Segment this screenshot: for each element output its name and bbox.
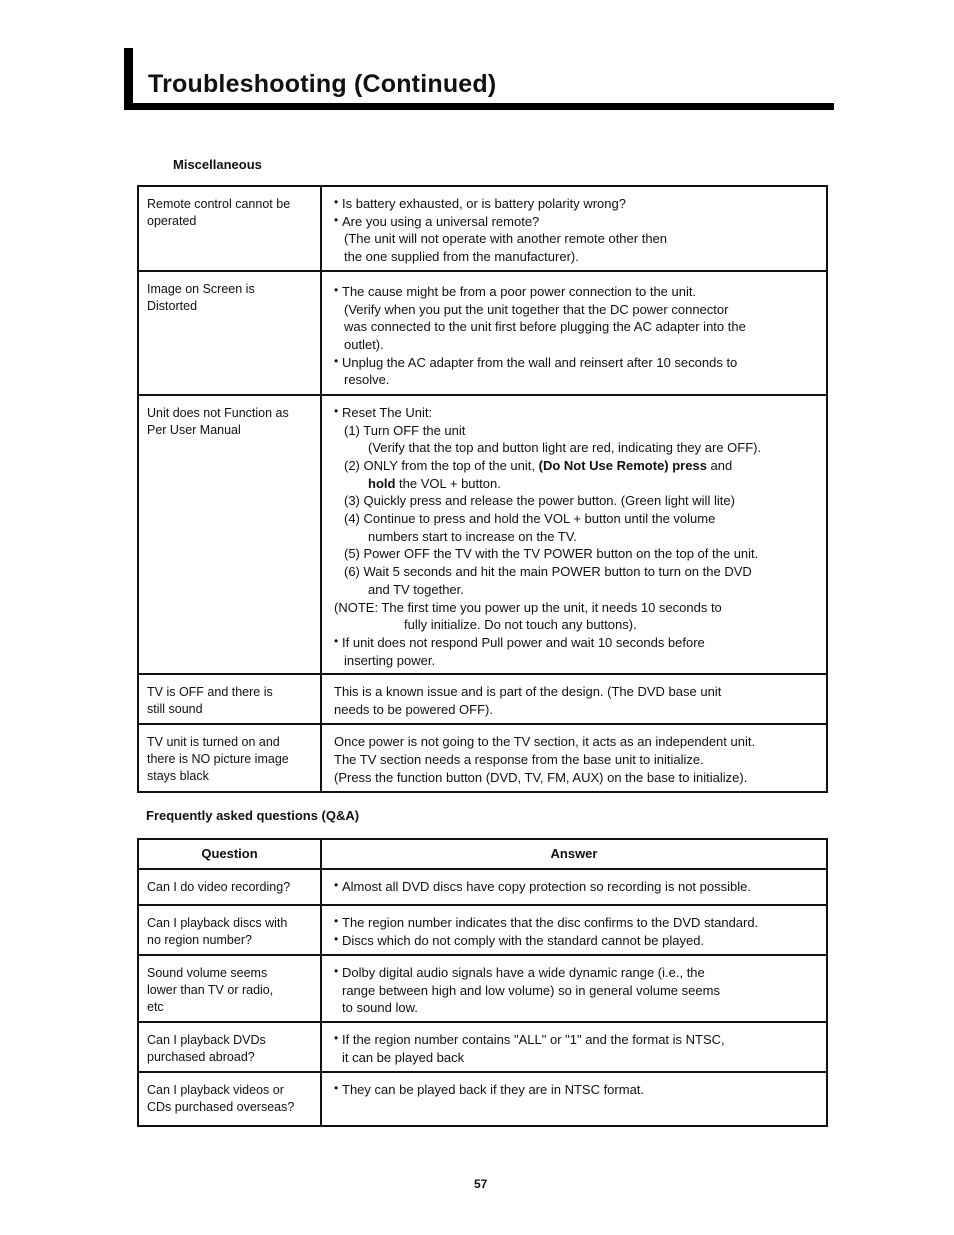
answer-cell [321, 955, 827, 1022]
issue-line: Remote control cannot be [147, 197, 291, 211]
solution-line [334, 475, 822, 493]
issue-line: TV unit is turned on and [147, 735, 280, 750]
solution-line [334, 354, 822, 372]
page-title: Troubleshooting (Continued) [148, 70, 497, 98]
question-cell [138, 869, 321, 905]
answer-line: • Almost all DVD discs have copy protection so recording is not possible. [334, 878, 822, 896]
issue-cell [138, 271, 321, 395]
solution-text: If unit does not respond Pull power and wait 10 seconds before [342, 634, 705, 650]
misc-section-label: Miscellaneous [173, 157, 262, 172]
solution-text: (Verify when you put the unit together that the DC power connector [344, 301, 729, 317]
issue-cell [138, 724, 321, 792]
solution-text: (NOTE: The first time you power up the unit, it needs 10 seconds to [334, 599, 722, 615]
solution-line [334, 404, 822, 422]
table-row [138, 869, 827, 905]
solution-line [334, 371, 822, 389]
table-row [138, 905, 827, 955]
solution-line [334, 616, 822, 634]
page-number: 57 [474, 1177, 488, 1191]
issue-line: still sound [147, 702, 203, 717]
solution-bold-text: (Do Not Use Remote) press [538, 457, 707, 473]
answer-cell [321, 1072, 827, 1126]
solution-text: (Press the function button (DVD, TV, FM, AUX) on the base to initialize). [334, 769, 748, 785]
solution-text: and [706, 457, 733, 473]
table-row [138, 395, 827, 675]
issue-line: stays black [147, 769, 209, 784]
solution-text: Once power is not going to the TV section, it acts as an independent unit. [334, 734, 756, 750]
issue-line: operated [147, 214, 197, 228]
solution-text: (Verify that the top and button light are red, indicating they are OFF). [368, 440, 762, 456]
solution-cell [321, 271, 827, 395]
solution-cell [321, 395, 827, 675]
question-line: Can I playback DVDs [147, 1033, 266, 1048]
title-accent-bar [124, 48, 133, 110]
table-row [138, 271, 827, 395]
faq-header-row [138, 839, 827, 869]
table-row [138, 955, 827, 1022]
question-cell [138, 955, 321, 1022]
misc-table [137, 185, 828, 793]
solution-cell [321, 724, 827, 792]
question-line: Can I playback videos or [147, 1083, 284, 1098]
title-underline [124, 103, 834, 110]
table-row [138, 1072, 827, 1126]
question-line: etc [147, 1000, 164, 1014]
solution-text: Are you using a universal remote? [342, 213, 540, 229]
question-cell [138, 1022, 321, 1072]
table-row [138, 724, 827, 792]
issue-line: Distorted [147, 298, 198, 313]
solution-text: The TV section needs a response from the base unit to initialize. [334, 752, 704, 768]
question-line: lower than TV or radio, [147, 983, 274, 997]
answer-line: • If the region number contains "ALL" or "1" and the format is NTSC, [334, 1031, 822, 1049]
solution-cell [321, 186, 827, 271]
solution-line [334, 510, 822, 528]
question-line: purchased abroad? [147, 1050, 255, 1065]
answer-line: it can be played back [342, 1049, 465, 1065]
solution-text: (5) Power OFF the TV with the TV POWER button on the top of the unit. [344, 546, 759, 562]
solution-line [334, 283, 822, 301]
solution-line [334, 528, 822, 546]
solution-text: needs to be powered OFF). [334, 702, 493, 718]
answer-line: to sound low. [342, 1000, 418, 1016]
question-cell [138, 1072, 321, 1126]
solution-bold-text: hold [368, 475, 396, 491]
page-header [124, 48, 834, 110]
answer-cell [321, 905, 827, 955]
faq-table [137, 838, 828, 1127]
table-row [138, 1022, 827, 1072]
solution-text: (3) Quickly press and release the power button. (Green light will lite) [344, 493, 735, 509]
solution-text: fully initialize. Do not touch any buttons). [404, 617, 637, 633]
table-row [138, 674, 827, 724]
solution-text: This is a known issue and is part of the design. (The DVD base unit [334, 684, 722, 700]
solution-line [334, 492, 822, 510]
solution-line [334, 545, 822, 563]
solution-line [334, 751, 822, 769]
question-header: Question [138, 839, 321, 869]
solution-text: outlet). [344, 336, 384, 352]
faq-section-label: Frequently asked questions (Q&A) [146, 808, 360, 823]
solution-line [334, 769, 822, 787]
question-line: Can I playback discs with [147, 916, 288, 930]
solution-line [334, 581, 822, 599]
solution-text: resolve. [344, 372, 390, 388]
solution-text: The cause might be from a poor power connection to the unit. [342, 283, 697, 299]
solution-text: Reset The Unit: [342, 404, 433, 420]
question-line: Sound volume seems [147, 966, 268, 980]
issue-line: there is NO picture image [147, 752, 289, 767]
issue-cell [138, 395, 321, 675]
solution-line [334, 422, 822, 440]
solution-line [334, 701, 822, 719]
solution-line [334, 599, 822, 617]
solution-line [334, 563, 822, 581]
solution-line [334, 248, 822, 266]
solution-text: the one supplied from the manufacturer). [344, 249, 579, 265]
solution-text: Is battery exhausted, or is battery polarity wrong? [342, 196, 626, 211]
question-line: Can I do video recording? [147, 880, 291, 894]
solution-line [334, 683, 822, 701]
solution-line [334, 230, 822, 248]
solution-text: (1) Turn OFF the unit [344, 422, 466, 438]
solution-line [334, 457, 822, 475]
answer-line: • They can be played back if they are in NTSC format. [334, 1081, 822, 1099]
solution-text: (2) ONLY from the top of the unit, [344, 457, 539, 473]
answer-line: range between high and low volume) so in general volume seems [342, 982, 720, 998]
issue-line: Unit does not Function as [147, 405, 289, 420]
solution-text: numbers start to increase on the TV. [368, 528, 577, 544]
answer-cell [321, 869, 827, 905]
solution-line [334, 213, 822, 231]
question-cell [138, 905, 321, 955]
answer-cell [321, 1022, 827, 1072]
solution-text: (4) Continue to press and hold the VOL + button until the volume [344, 511, 716, 527]
solution-text: the VOL + button. [395, 475, 501, 491]
solution-text: (The unit will not operate with another remote other then [344, 231, 668, 247]
answer-line: • The region number indicates that the disc confirms to the DVD standard. [334, 914, 822, 932]
solution-text: inserting power. [344, 652, 436, 668]
issue-line: TV is OFF and there is [147, 685, 273, 700]
issue-cell [138, 674, 321, 724]
answer-header: Answer [321, 839, 827, 869]
solution-text: was connected to the unit first before plugging the AC adapter into the [344, 319, 746, 335]
question-line: CDs purchased overseas? [147, 1100, 295, 1115]
solution-line [334, 439, 822, 457]
answer-line: • Discs which do not comply with the standard cannot be played. [334, 932, 822, 950]
solution-line [334, 336, 822, 354]
solution-text: Unplug the AC adapter from the wall and reinsert after 10 seconds to [342, 354, 738, 370]
solution-line [334, 195, 822, 213]
table-row [138, 186, 827, 271]
solution-line [334, 301, 822, 319]
solution-text: (6) Wait 5 seconds and hit the main POWER button to turn on the DVD [344, 564, 752, 580]
solution-line [334, 733, 822, 751]
solution-cell [321, 674, 827, 724]
issue-cell [138, 186, 321, 271]
question-line: no region number? [147, 933, 252, 947]
solution-line [334, 634, 822, 652]
issue-line: Image on Screen is [147, 281, 255, 296]
answer-line: • Dolby digital audio signals have a wide dynamic range (i.e., the [334, 964, 822, 982]
solution-text: and TV together. [368, 581, 464, 597]
solution-line [334, 318, 822, 336]
solution-line [334, 652, 822, 670]
issue-line: Per User Manual [147, 422, 241, 437]
